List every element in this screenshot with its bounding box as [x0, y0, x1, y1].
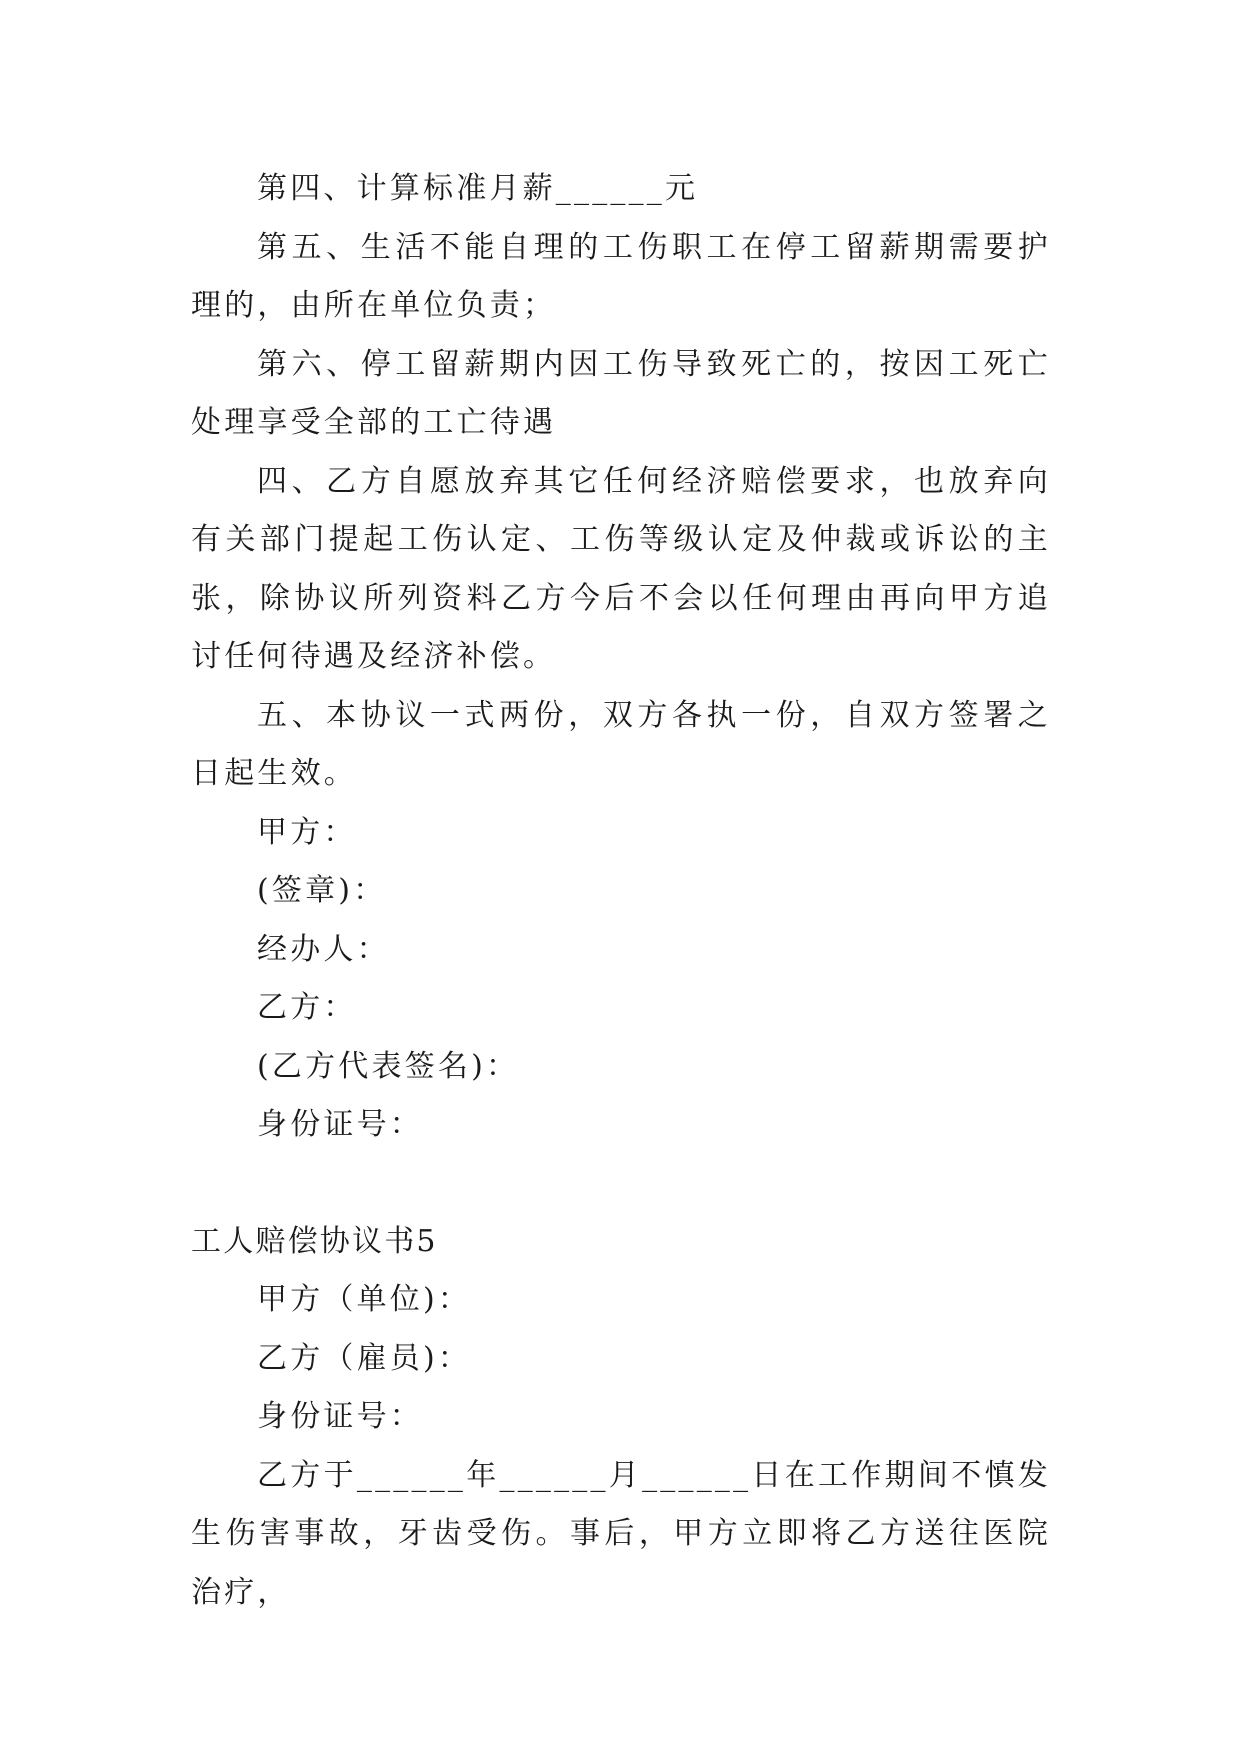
section-spacer: [191, 1155, 1051, 1213]
clause-monthly-salary: 第四、计算标准月薪______元: [257, 171, 699, 206]
signature-party-a: 甲方：: [257, 814, 357, 850]
section-title: 工人赔偿协议书5: [191, 1223, 438, 1259]
signature-id-number: 身份证号：: [257, 1107, 423, 1142]
party-b-employee: 乙方（雇员)：: [257, 1340, 472, 1376]
clause-death-treatment: 第六、停工留薪期内因工伤导致死亡的，按因工死亡处理享受全部的工亡待遇: [191, 346, 1051, 440]
signature-seal: (签章)：: [257, 873, 387, 908]
clause-nursing-care: 第五、生活不能自理的工伤职工在停工留薪期需要护理的，由所在单位负责；: [191, 229, 1051, 323]
clause-copies-effective: 五、本协议一式两份，双方各执一份，自双方签署之日起生效。: [191, 697, 1051, 791]
signature-party-b: 乙方：: [257, 990, 357, 1025]
signature-party-b-representative: (乙方代表签名)：: [257, 1048, 520, 1084]
incident-paragraph: 乙方于______年______月______日在工作期间不慎发生伤害事故，牙齿受伤。事后，甲方立即将乙方送往医院治疗，: [191, 1457, 1051, 1610]
party-a-unit: 甲方（单位)：: [257, 1282, 472, 1317]
id-number-line: 身份证号：: [257, 1399, 423, 1434]
signature-handler: 经办人：: [257, 931, 390, 967]
document-body: [191, 160, 1051, 1622]
clause-waiver: 四、乙方自愿放弃其它任何经济赔偿要求，也放弃向有关部门提起工伤认定、工伤等级认定及仲裁或诉讼的主张，除协议所列资料乙方今后不会以任何理由再向甲方追讨任何待遇及经济补偿。: [191, 463, 1051, 674]
